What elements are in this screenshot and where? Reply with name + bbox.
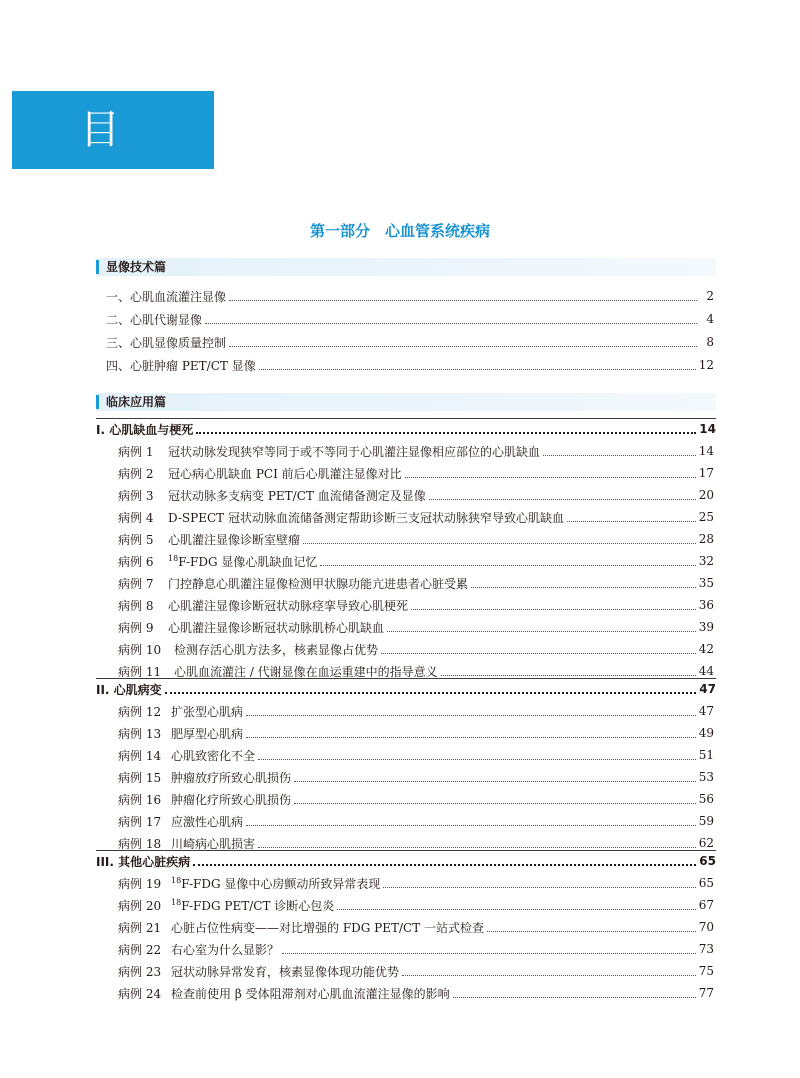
case-title: D-SPECT 冠状动脉血流储备测定帮助诊断三支冠状动脉狭窄导致心肌缺血 <box>168 510 564 525</box>
leader-dots <box>229 300 697 301</box>
toc-entry-page: 8 <box>706 335 714 349</box>
page-title: 目 录 <box>80 107 204 231</box>
leader-dots <box>405 477 696 478</box>
toc-banner <box>12 91 214 231</box>
isotope-superscript: 18 <box>171 897 182 907</box>
case-number: 病例 7 <box>118 576 154 591</box>
case-entry[interactable] <box>118 983 714 1003</box>
case-title: 心肌灌注显像诊断冠状动脉痉挛导致心肌梗死 <box>168 598 409 613</box>
toc-category[interactable] <box>96 679 716 699</box>
case-number: 病例 4 <box>118 510 154 525</box>
case-title: 检查前使用 β 受体阻滞剂对心肌血流灌注显像的影响 <box>171 986 450 1001</box>
toc-entry[interactable] <box>106 332 714 352</box>
leader-dots <box>196 432 696 434</box>
case-page: 49 <box>698 726 714 740</box>
case-number: 病例 2 <box>118 466 154 481</box>
case-title: 肿瘤化疗所致心肌损伤 <box>171 792 292 807</box>
leader-dots <box>246 715 696 716</box>
leader-dots <box>165 692 697 694</box>
section-title: 显像技术篇 <box>106 260 167 274</box>
leader-dots <box>383 887 695 888</box>
leader-dots <box>429 499 696 500</box>
leader-dots <box>543 455 696 456</box>
case-title: 心肌灌注显像诊断室壁瘤 <box>168 532 301 547</box>
leader-dots <box>259 369 696 370</box>
case-page: 47 <box>698 704 714 718</box>
case-title: 心肌血流灌注 / 代谢显像在血运重建中的指导意义 <box>174 664 438 679</box>
case-title: 冠状动脉异常发育，核素显像体现功能优势 <box>171 964 400 979</box>
toc-entry-title: 一、心肌血流灌注显像 <box>106 289 227 304</box>
case-number: 病例 23 <box>118 964 162 979</box>
section-title: 临床应用篇 <box>106 395 167 409</box>
case-entry[interactable] <box>118 939 714 959</box>
case-entry[interactable] <box>118 789 714 809</box>
toc-entry-page: 12 <box>698 358 714 372</box>
case-title: 心肌致密化不全 <box>171 748 256 763</box>
toc-entry[interactable] <box>106 286 714 306</box>
toc-entry-page: 4 <box>706 312 714 326</box>
case-page: 56 <box>698 792 714 806</box>
leader-dots <box>471 587 696 588</box>
case-number: 病例 12 <box>118 704 162 719</box>
case-entry[interactable] <box>118 895 714 915</box>
case-title <box>171 875 380 892</box>
leader-dots <box>294 781 696 782</box>
case-entry[interactable] <box>118 723 714 743</box>
case-title <box>171 897 334 914</box>
leader-dots <box>441 675 696 676</box>
category-title: I. 心肌缺血与梗死 <box>96 422 194 437</box>
leader-dots <box>193 864 696 866</box>
case-title: 肿瘤放疗所致心肌损伤 <box>171 770 292 785</box>
case-page: 51 <box>698 748 714 762</box>
case-title: 冠状动脉发现狭窄等同于或不等同于心肌灌注显像相应部位的心肌缺血 <box>168 444 541 459</box>
toc-category[interactable] <box>96 851 716 871</box>
case-page: 39 <box>698 620 714 634</box>
case-number: 病例 24 <box>118 986 162 1001</box>
isotope-superscript: 18 <box>168 553 179 563</box>
leader-dots <box>294 803 696 804</box>
case-title-text: F-FDG 显像心肌缺血记忆 <box>178 554 318 569</box>
part-title: 第一部分 心血管系统疾病 <box>309 222 490 240</box>
case-title: 心肌灌注显像诊断冠状动脉肌桥心肌缺血 <box>168 620 385 635</box>
case-number: 病例 10 <box>118 642 162 657</box>
case-entry[interactable] <box>118 745 714 765</box>
case-entry[interactable] <box>118 639 714 659</box>
category-title: II. 心肌病变 <box>96 682 162 697</box>
case-entry[interactable] <box>118 507 714 527</box>
case-title: 心脏占位性病变——对比增强的 FDG PET/CT 一站式检查 <box>171 920 485 935</box>
category-page: 65 <box>699 854 716 868</box>
case-entry[interactable] <box>118 961 714 981</box>
category-title: III. 其他心脏疾病 <box>96 854 191 869</box>
leader-dots <box>453 997 696 998</box>
case-title-text: F-FDG 显像中心房颤动所致异常表现 <box>181 876 381 891</box>
section-marker <box>96 395 99 409</box>
case-page: 36 <box>698 598 714 612</box>
case-page: 42 <box>698 642 714 656</box>
leader-dots <box>205 323 697 324</box>
case-number: 病例 1 <box>118 444 154 459</box>
category-page: 14 <box>699 422 716 436</box>
leader-dots <box>258 759 696 760</box>
case-title: 冠状动脉多支病变 PET/CT 血流储备测定及显像 <box>168 488 426 503</box>
leader-dots <box>282 953 696 954</box>
case-title: 门控静息心肌灌注显像检测甲状腺功能亢进患者心脏受累 <box>168 576 469 591</box>
case-number: 病例 16 <box>118 792 162 807</box>
toc-entry[interactable] <box>106 309 714 329</box>
case-page: 14 <box>698 444 714 458</box>
case-entry[interactable] <box>118 463 714 483</box>
case-page: 67 <box>698 898 714 912</box>
case-number: 病例 8 <box>118 598 154 613</box>
isotope-superscript: 18 <box>171 875 182 885</box>
case-entry[interactable] <box>118 551 714 571</box>
case-title <box>168 553 317 570</box>
case-page: 62 <box>698 836 714 850</box>
case-entry[interactable] <box>118 767 714 787</box>
case-entry[interactable] <box>118 595 714 615</box>
section-marker <box>96 260 99 274</box>
case-number: 病例 17 <box>118 814 162 829</box>
case-entry[interactable] <box>118 917 714 937</box>
case-number: 病例 14 <box>118 748 162 763</box>
case-number: 病例 6 <box>118 554 154 569</box>
case-entry[interactable] <box>118 573 714 593</box>
case-page: 65 <box>698 876 714 890</box>
leader-dots <box>381 653 696 654</box>
case-title: 肥厚型心肌病 <box>171 726 244 741</box>
case-title-text: F-FDG PET/CT 诊断心包炎 <box>181 898 335 913</box>
leader-dots <box>320 565 695 566</box>
leader-dots <box>487 931 696 932</box>
leader-dots <box>246 737 696 738</box>
leader-dots <box>402 975 696 976</box>
case-page: 44 <box>698 664 714 678</box>
leader-dots <box>303 543 696 544</box>
case-entry[interactable] <box>118 811 714 831</box>
case-entry[interactable] <box>118 701 714 721</box>
case-page: 32 <box>698 554 714 568</box>
case-entry[interactable] <box>118 485 714 505</box>
toc-entry-title: 四、心脏肿瘤 PET/CT 显像 <box>106 358 256 373</box>
case-title: 扩张型心肌病 <box>171 704 244 719</box>
leader-dots <box>229 346 697 347</box>
leader-dots <box>411 609 696 610</box>
case-page: 17 <box>698 466 714 480</box>
case-number: 病例 18 <box>118 836 162 851</box>
case-page: 77 <box>698 986 714 1000</box>
toc-entry-page: 2 <box>706 289 714 303</box>
leader-dots <box>567 521 696 522</box>
case-page: 73 <box>698 942 714 956</box>
case-page: 75 <box>698 964 714 978</box>
leader-dots <box>246 825 696 826</box>
case-entry[interactable] <box>118 873 714 893</box>
case-page: 28 <box>698 532 714 546</box>
toc-entry[interactable] <box>106 355 714 375</box>
case-title: 冠心病心肌缺血 PCI 前后心肌灌注显像对比 <box>168 466 402 481</box>
case-entry[interactable] <box>118 617 714 637</box>
case-number: 病例 22 <box>118 942 162 957</box>
leader-dots <box>337 909 695 910</box>
case-page: 25 <box>698 510 714 524</box>
case-number: 病例 9 <box>118 620 154 635</box>
toc-entry-title: 二、心肌代谢显像 <box>106 312 203 327</box>
case-number: 病例 13 <box>118 726 162 741</box>
case-page: 59 <box>698 814 714 828</box>
category-page: 47 <box>699 682 716 696</box>
leader-dots <box>387 631 696 632</box>
toc-category[interactable] <box>96 419 716 439</box>
case-page: 35 <box>698 576 714 590</box>
case-page: 53 <box>698 770 714 784</box>
case-title: 右心室为什么显影？ <box>171 942 280 957</box>
case-number: 病例 5 <box>118 532 154 547</box>
case-number: 病例 3 <box>118 488 154 503</box>
case-number: 病例 19 <box>118 876 162 891</box>
case-title: 应激性心肌病 <box>171 814 244 829</box>
case-number: 病例 20 <box>118 898 162 913</box>
case-page: 20 <box>698 488 714 502</box>
leader-dots <box>258 847 696 848</box>
case-title: 检测存活心肌方法多，核素显像占优势 <box>174 642 379 657</box>
case-number: 病例 11 <box>118 664 162 679</box>
case-entry[interactable] <box>118 441 714 461</box>
case-page: 70 <box>698 920 714 934</box>
case-title: 川崎病心肌损害 <box>171 836 256 851</box>
case-number: 病例 15 <box>118 770 162 785</box>
case-entry[interactable] <box>118 529 714 549</box>
section-header-imaging-techniques <box>96 258 716 276</box>
section-header-clinical-applications <box>96 393 716 411</box>
toc-entry-title: 三、心肌显像质量控制 <box>106 335 227 350</box>
case-number: 病例 21 <box>118 920 162 935</box>
